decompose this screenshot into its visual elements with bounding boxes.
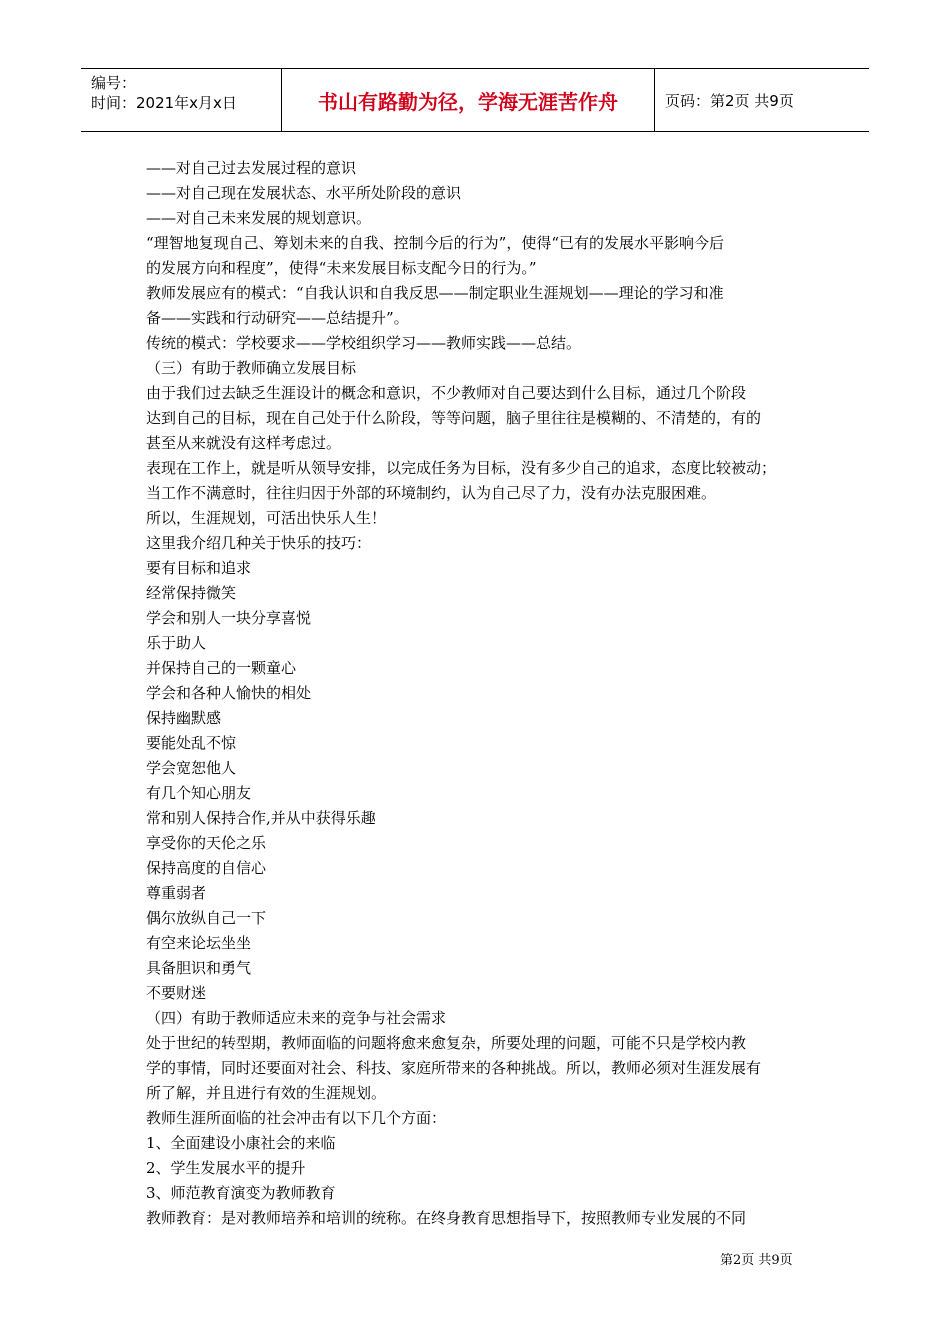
body-line: 传统的模式：学校要求——学校组织学习——教师实践——总结。 [146, 334, 582, 352]
body-line: ——对自己过去发展过程的意识 [146, 159, 357, 177]
body-line: 所以，生涯规划，可活出快乐人生！ [146, 509, 387, 527]
body-line: 这里我介绍几种关于快乐的技巧： [146, 534, 372, 552]
body-line: 经常保持微笑 [146, 584, 237, 602]
body-line: 要有目标和追求 [146, 559, 252, 577]
body-line: 乐于助人 [146, 634, 207, 652]
body-line: 有几个知心朋友 [146, 784, 252, 802]
body-line: 具备胆识和勇气 [146, 959, 252, 977]
body-line: 保持幽默感 [146, 709, 222, 727]
document-number-label: 编号： [91, 74, 137, 92]
header-motto: 书山有路勤为径，学海无涯苦作舟 [282, 69, 655, 131]
body-line: （四）有助于教师适应未来的竞争与社会需求 [146, 1009, 447, 1027]
body-line: ——对自己现在发展状态、水平所处阶段的意识 [146, 184, 462, 202]
body-line: 要能处乱不惊 [146, 734, 237, 752]
body-line: 常和别人保持合作,并从中获得乐趣 [146, 809, 376, 827]
body-line: 享受你的天伦之乐 [146, 834, 267, 852]
body-line: 尊重弱者 [146, 884, 207, 902]
document-date-label: 时间：2021年x月x日 [91, 94, 237, 112]
document-body [146, 156, 816, 1231]
body-line: 甚至从来就没有这样考虑过。 [146, 434, 342, 452]
body-line: 保持高度的自信心 [146, 859, 267, 877]
body-line: 1、全面建设小康社会的来临 [146, 1134, 336, 1152]
header-page-number: 页码：第2页 共9页 [665, 91, 794, 110]
body-line: 处于世纪的转型期，教师面临的问题将愈来愈复杂，所要处理的问题，可能不只是学校内教 [146, 1034, 747, 1052]
body-line: 并保持自己的一颗童心 [146, 659, 297, 677]
body-line: 当工作不满意时，往往归因于外部的环境制约，认为自己尽了力，没有办法克服困难。 [146, 484, 717, 502]
body-line: （三）有助于教师确立发展目标 [146, 359, 357, 377]
footer-page-number: 第2页 共9页 [720, 1253, 793, 1268]
body-line: 偶尔放纵自己一下 [146, 909, 267, 927]
body-line: 学会宽恕他人 [146, 759, 237, 777]
body-line: 由于我们过去缺乏生涯设计的概念和意识，不少教师对自己要达到什么目标，通过几个阶段 [146, 384, 747, 402]
body-line: ——对自己未来发展的规划意识。 [146, 209, 372, 227]
header-meta [81, 69, 282, 131]
body-line: 2、学生发展水平的提升 [146, 1159, 306, 1177]
body-line: 表现在工作上，就是听从领导安排，以完成任务为目标，没有多少自己的追求，态度比较被动； [146, 459, 777, 477]
body-line: “理智地复现自己、筹划未来的自我、控制今后的行为”，使得“已有的发展水平影响今后 [146, 234, 725, 252]
body-line: 教师发展应有的模式：“自我认识和自我反思——制定职业生涯规划——理论的学习和准 [146, 284, 724, 302]
body-line: 不要财迷 [146, 984, 207, 1002]
body-line: 学会和各种人愉快的相处 [146, 684, 312, 702]
body-line: 所了解，并且进行有效的生涯规划。 [146, 1084, 387, 1102]
body-line: 3、师范教育演变为教师教育 [146, 1184, 336, 1202]
body-line: 学的事情，同时还要面对社会、科技、家庭所带来的各种挑战。所以，教师必须对生涯发展有 [146, 1059, 762, 1077]
body-line: 教师生涯所面临的社会冲击有以下几个方面： [146, 1109, 447, 1127]
body-line: 的发展方向和程度”，使得“未来发展目标支配今日的行为。” [146, 259, 537, 277]
body-line: 教师教育：是对教师培养和培训的统称。在终身教育思想指导下，按照教师专业发展的不同 [146, 1209, 747, 1227]
body-line: 学会和别人一块分享喜悦 [146, 609, 312, 627]
body-line: 有空来论坛坐坐 [146, 934, 252, 952]
body-line: 达到自己的目标，现在自己处于什么阶段，等等问题，脑子里往往是模糊的、不清楚的，有的 [146, 409, 762, 427]
page-header [81, 68, 869, 132]
body-line: 备——实践和行动研究——总结提升”。 [146, 309, 409, 327]
